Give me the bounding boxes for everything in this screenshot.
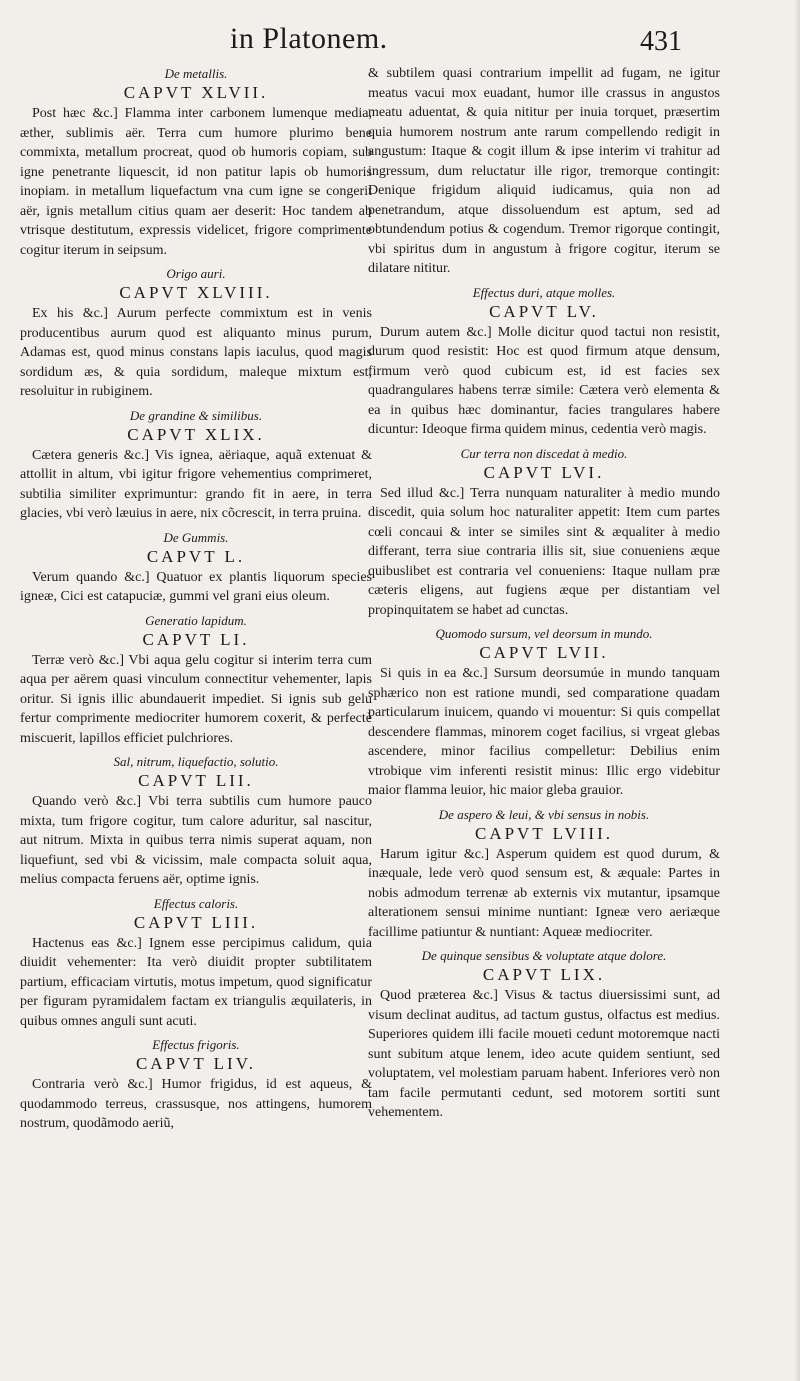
section-heading: CAPVT LIV.: [135, 1054, 257, 1073]
section-text: Terræ verò &c.] Vbi aqua gelu cogitur si interim terra cum aqua per aërem quasi vinculum connectitur vehementer, lapis oritur. Si ignis illic abundauerit impediet. Si ignis sub gelu fertur comprimente mediocriter humorem coxerit, & perfectè miscuerit, lapillos efficiet pulchriores.: [20, 652, 372, 746]
section-heading: CAPVT LII.: [138, 771, 254, 790]
section-caput-50: [20, 530, 372, 607]
running-title: in Platonem.: [230, 22, 388, 55]
section-heading: CAPVT LVI.: [483, 462, 605, 482]
section-text: Contraria verò &c.] Humor frigidus, id est aqueus, & quodammodo terreus, crassusque, nos attingens, humorem nostrum, quodãmodo aeriũ,: [20, 1077, 372, 1131]
section-heading: CAPVT XLIX.: [127, 424, 265, 444]
section-heading: CAPVT LVIII.: [474, 823, 613, 843]
section-caput-53: [20, 896, 372, 1032]
section-caput-49: [20, 408, 372, 524]
section-heading: CAPVT LV.: [489, 301, 599, 321]
section-text: Cætera generis &c.] Vis ignea, aëriaque, aquã extenuat & attollit in altum, vbi igitur frigore vehementius comprimeret, subtilia similiter exprimuntur: grando fit in aere, in terra glacies, vbi verò læuius in aere, nix cõcrescit, in terra pruina.: [20, 447, 372, 521]
section-subtitle: De Gummis.: [163, 529, 229, 545]
section-subtitle: De metallis.: [164, 66, 228, 81]
section-text: Harum igitur &c.] Asperum quidem est quod durum, & inæquale, lede verò quod sensum est, & æquale: Partes in nobis admodum terrenæ ab externis vix mutantur, ipsamque alterationem sensui minime nuntiant: Igneæ vero aeriæque facillime patiuntur & nuntiant: Aqueæ mediocriter.: [368, 846, 720, 940]
section-heading: CAPVT LI.: [142, 629, 250, 649]
section-text: Sed illud &c.] Terra nunquam naturaliter à medio mundo discedit, quia solum hoc naturaliter appetit: Item cum partes cœli concaui & inter se similes sint & æqualiter à medio differant, terra siue contraria illis sit, siue conueniens æque quibuslibet est contraria vel conueniens: Itaque nullam præ cæteris eligens, aut fugiens æque per distantiam vel propinquitatem se habet ad cunctas.: [368, 485, 720, 618]
section-text: Ex his &c.] Aurum perfecte commixtum est in venis producentibus aurum quod est aliquanto minus purum, Adamas est, quod minus constans lapis iaculus, quod magis sordidum æs, & quia sordidum, maleque mixtum est, resoluitur in rubiginem.: [20, 306, 372, 399]
section-subtitle: Origo auri.: [166, 266, 226, 281]
section-subtitle: Sal, nitrum, liquefactio, solutio.: [113, 754, 279, 769]
section-heading: CAPVT L.: [146, 546, 246, 566]
section-heading: CAPVT LVII.: [479, 643, 609, 662]
section-caput-56: [368, 446, 720, 621]
section-subtitle: Effectus caloris.: [153, 895, 239, 911]
section-caput-48: [20, 266, 372, 402]
section-caput-54: [20, 1037, 372, 1134]
section-text: Hactenus eas &c.] Ignem esse percipimus calidum, quia diuidit vehementer: Ita verò diuidit propter subtilitatem partium, efficaciam virtutis, motus impetum, quod significatur per figuram pyramidalem factam ex triangulis æquilateris, in quibus omnes anguli sunt acuti.: [20, 935, 372, 1029]
right-column: [368, 64, 720, 1129]
section-subtitle: Effectus frigoris.: [152, 1037, 240, 1052]
section-subtitle: De quinque sensibus & voluptate atque dolore.: [421, 948, 667, 963]
section-subtitle: Cur terra non discedat à medio.: [460, 445, 628, 461]
section-text: Quando verò &c.] Vbi terra subtilis cum humore pauco mixta, tum frigore cogitur, tum calore aduritur, sal nascitur, aut nitrum. Mixta in quibus terra nimis superat aquam, non liquefiunt, sed vbi & vicissim, male compacta soluit aqua, melius compacta feruens aër, optime ignis.: [20, 794, 372, 887]
section-subtitle: De aspero & leui, & vbi sensus in nobis.: [438, 806, 650, 822]
section-heading: CAPVT LIX.: [482, 965, 606, 984]
section-subtitle: De grandine & similibus.: [129, 407, 263, 423]
section-caput-52: [20, 754, 372, 890]
page-number: 431: [640, 26, 682, 57]
section-text: Quod præterea &c.] Visus & tactus diuersissimi sunt, ad visum declinat auditus, ad tactum gustus, olfactus est medius. Superiores quidem illi facile moueti cedunt motoremque nacti sunt subitum atque lenem, ideo acute quidem sentiunt, sed voluptatem, vel molestiam paruam habent. Inferiores verò non tam facile permutanti cedunt, sed motorem sortiti sunt vehementem.: [368, 988, 720, 1120]
section-caput-47: [20, 66, 372, 260]
section-subtitle: Quomodo sursum, vel deorsum in mundo.: [435, 626, 653, 641]
section-caput-57: [368, 626, 720, 801]
section-heading: CAPVT XLVII.: [123, 83, 269, 102]
section-text: Post hæc &c.] Flamma inter carbonem lumenque media, æther, sublimis aër. Terra cum humore plurimo bene commixta, metallum procreat, quod ob humoris copiam, sub igne penetrante liquescit, id non patitur lapis ob humoris inopiam. in metallum liquefactum vna cum igne se congerit aër, ignis metallum citius quam aer deserit: Hoc tandem ab vtrisque destitutum, expressis videlicet, frigore comprimente cogitur iterum in seipsum.: [20, 106, 372, 258]
section-caput-59: [368, 948, 720, 1123]
section-text: Verum quando &c.] Quatuor ex plantis liquorum species igneæ, Cici est catapuciæ, gummi vel grani eius oleum.: [20, 569, 372, 604]
section-text: Durum autem &c.] Molle dicitur quod tactui non resistit, durum quod resistit: Hoc est quod firmum atque densum, firmum verò quod cubicum est, id est facies sex quadrangulares habens terræ simile: Cætera verò elementa & ea in quibus hæc dominantur, facies trangulares habere dicuntur: Ideoque firma quidem minus, cedentia verò magis.: [368, 324, 720, 437]
section-caput-55: [368, 285, 720, 440]
continuation-text: & subtilem quasi contrarium impellit ad fugam, ne igitur meatus vacui mox euadant, humor ille crassus in angustos meatu aduentat, & quia nititur per inuia torquet, præsertim quia humorem nostrum ante rarum compellendo redigit in angustum: Itaque & cogit illum & ipse interim vi trahitur ad ingressum, dum reluctatur ille rigor, tremorque contingit: Denique frigidum aliquid iudicamus, quia non ad penetrandum, atque dissoluendum est aptum, sed ad obtundendum potius & cogendum. Tremor rigorque contingit, vbi spiritus dum in angustum à frigore cogitur, iterum se dilatare nititur.: [368, 66, 720, 276]
section-subtitle: Effectus duri, atque molles.: [472, 284, 616, 300]
section-heading: CAPVT XLVIII.: [119, 283, 273, 302]
left-column: [20, 64, 372, 1140]
scan-edge-shadow: [794, 0, 800, 1381]
section-heading: CAPVT LIII.: [133, 912, 259, 932]
section-caput-51: [20, 613, 372, 749]
section-subtitle: Generatio lapidum.: [145, 612, 247, 628]
section-caput-58: [368, 807, 720, 943]
section-text: Si quis in ea &c.] Sursum deorsumúe in mundo tanquam sphærico non est ratione mundi, sed comparatione quadam particularum inuicem, quando vi mouentur: Si quis compellat descendere flammas, minorem coget facilius, si vrgeat glebas ascendere, minor facilius compelletur: Debilius enim vtrobique vim inferenti resistit minus: Illic ergo videbitur maior flamma leuior, hic maior gleba grauior.: [368, 666, 720, 798]
